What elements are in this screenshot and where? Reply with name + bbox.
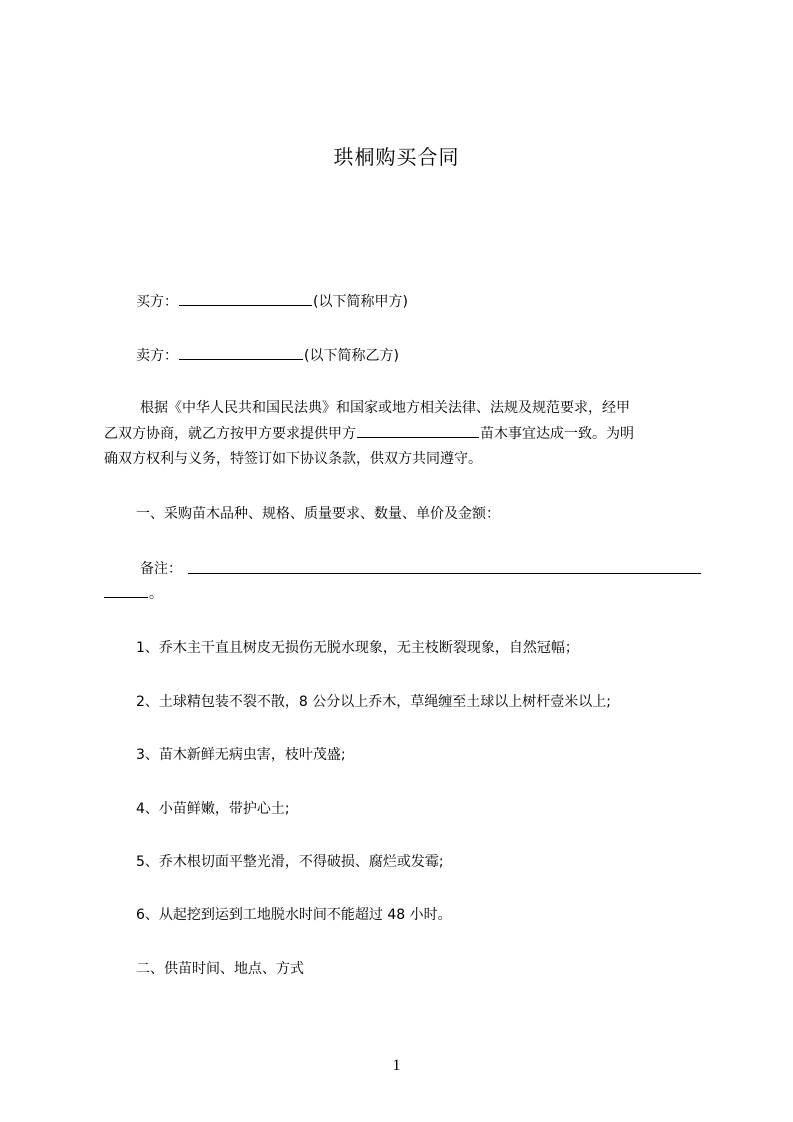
list-item: 3、苗木新鲜无病虫害，枝叶茂盛; — [136, 747, 346, 763]
list-item: 5、乔木根切面平整光滑，不得破损、腐烂或发霉; — [136, 854, 444, 870]
seller-blank — [179, 345, 303, 360]
document-title: 珙桐购买合同 — [333, 145, 460, 169]
section-1-heading: 一、采购苗木品种、规格、质量要求、数量、单价及金额： — [136, 506, 500, 522]
buyer-label: 买方： — [136, 294, 178, 310]
intro-line-2 — [104, 422, 700, 448]
list-item: 2、土球精包装不裂不散，8 公分以上乔木，草绳缠至土球以上树杆壹米以上; — [136, 694, 611, 710]
intro-line-2-end: 苗木事宜达成一致。为明 — [480, 425, 634, 442]
section-2-heading: 二、供苗时间、地点、方式 — [136, 961, 304, 977]
list-item: 4、小苗鲜嫩，带护心土; — [136, 801, 290, 817]
page-number: 1 — [392, 1057, 401, 1074]
intro-line-3: 确双方权利与义务，特签订如下协议条款，供双方共同遵守。 — [104, 451, 482, 467]
buyer-line — [136, 291, 408, 312]
intro-paragraph — [104, 396, 700, 473]
note-blank-line-2 — [104, 597, 148, 598]
note-end: 。 — [149, 586, 163, 602]
seller-line — [136, 345, 399, 366]
seller-label: 卖方： — [136, 348, 178, 364]
list-item: 6、从起挖到运到工地脱水时间不能超过 48 小时。 — [136, 907, 452, 923]
product-blank — [357, 423, 479, 438]
list-item: 1、乔木主干直且树皮无损伤无脱水现象，无主枝断裂现象，自然冠幅； — [136, 640, 579, 656]
intro-line-1: 根据《中华人民共和国民法典》和国家或地方相关法律、法规及规范要求，经甲 — [140, 400, 630, 416]
buyer-blank — [179, 291, 312, 306]
note-blank-line-1 — [188, 573, 701, 574]
seller-suffix: (以下简称乙方) — [304, 348, 399, 364]
note-label: 备注： — [140, 561, 182, 577]
intro-line-2-start: 乙双方协商，就乙方按甲方要求提供甲方 — [104, 425, 356, 442]
buyer-suffix: (以下简称甲方) — [313, 294, 408, 310]
